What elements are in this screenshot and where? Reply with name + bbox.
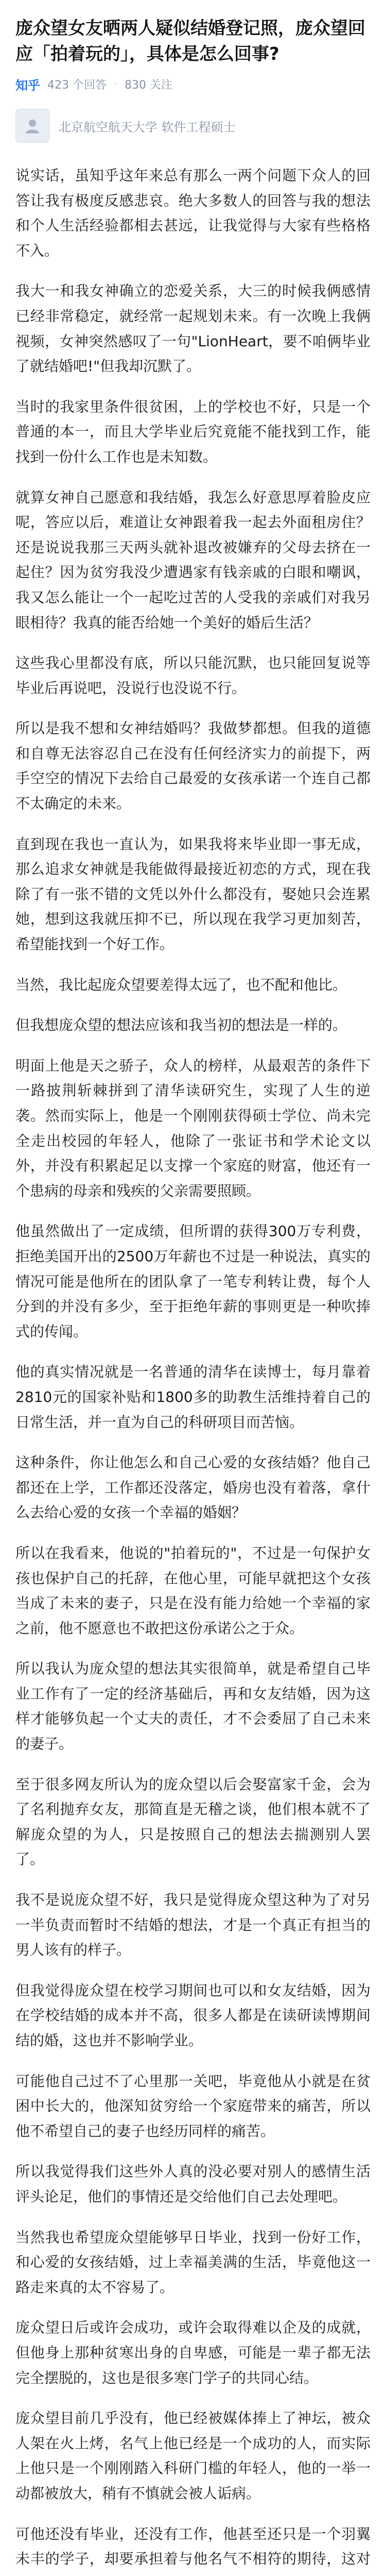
answer-paragraph: 至于很多网友所认为的庞众望以后会娶富家千金，会为了名利抛弃女友，那简直是无稽之谈，他们根本就不了解庞众望的为人，只是按照自己的想法去揣测别人罢了。 — [15, 1775, 371, 1868]
answer-paragraph: 庞众望目前几乎没有，他已经被媒体捧上了神坛，被众人架在火上烤，名气上他已经是一个成功的人，而实际上他只是一个刚刚踏入科研门槛的年轻人，他的一举一动都被放大，稍有不慎就会被人诟病。 — [15, 2410, 371, 2502]
site-logo[interactable]: 知乎 — [15, 78, 40, 93]
answer-paragraph: 可能他自己过不了心里那一关吧，毕竟他从小就是在贫困中长大的，他深知贫穷给一个家庭带来的痛苦，所以他不希望自己的妻子也经历同样的痛苦。 — [15, 2072, 371, 2140]
answer-paragraph: 直到现在我也一直认为，如果我将来毕业即一事无成，那么追求女神就是我能做得最接近初恋的方式，现在我除了有一张不错的文凭以外什么都没有，娶她只会连累她，想到这我就压抑不已，所以现在我学习更加刻苦，希望能找到一个好工作。 — [15, 835, 371, 953]
answer-paragraph: 当然，我比起庞众望要差得太远了，也不配和他比。 — [15, 976, 347, 993]
author-name[interactable]: 北京航空航天大学 软件工程硕士 — [59, 120, 236, 134]
question-meta — [0, 67, 386, 93]
answer-paragraph: 他虽然做出了一定成绩，但所谓的获得300万专利费，拒绝美国开出的2500万年薪也不过是一种说法，真实的情况可能是他所在的团队拿了一笔专利转让费，每个人分到的并没有多少，至于拒绝年薪的事则更是一种吹捧式的传闻。 — [15, 1223, 371, 1340]
user-icon[interactable] — [15, 109, 49, 143]
answer-paragraph: 说实话，虽知乎这年来总有那么一两个问题下众人的回答让我有极度反感悲哀。绝大多数人的回答与我的想法和个人生活经验都相去甚远，让我觉得与大家有些格格不入。 — [15, 167, 371, 259]
answer-paragraph: 他的真实情况就是一名普通的清华在读博士，每月靠着2810元的国家补贴和1800多的助教生活维持着自己的日常生活，并一直为自己的科研项目而苦恼。 — [15, 1363, 371, 1431]
answer-paragraph: 这些我心里都没有底，所以只能沉默，也只能回复说等毕业后再说吧，没说行也没说不行。 — [15, 654, 371, 697]
author-row[interactable] — [0, 93, 386, 153]
answer-body — [0, 153, 386, 2576]
answer-paragraph: 就算女神自己愿意和我结婚，我怎么好意思厚着脸皮应呢，答应以后，难道让女神跟着我一起去外面租房住？还是说说我那三天两头就补退改被嫌弃的父母去挤在一起住？因为贫穷我没少遭遇家有钱亲戚的白眼和嘲讽，我又怎么能让一个一起吃过苦的人受我的亲戚们对我另眼相待？我真的能否给她一个美好的婚后生活？ — [15, 488, 371, 631]
answers-count[interactable]: 423 个回答 — [47, 79, 107, 92]
answer-paragraph: 我不是说庞众望不好，我只是觉得庞众望这种为了对另一半负责而暂时不结婚的想法，才是一个真正有担当的男人该有的样子。 — [15, 1891, 371, 1959]
answer-paragraph: 可他还没有毕业，还没有工作，他甚至还只是一个羽翼未丰的学子，却要承担着与他名气不相符的期待，这对 — [15, 2525, 371, 2568]
followers-count: 830 关注 — [125, 79, 172, 92]
answer-paragraph: 所以我觉得我们这些外人真的没必要对别人的感情生活评头论足，他们的事情还是交给他们自己去处理吧。 — [15, 2163, 371, 2205]
answer-paragraph: 所以是我不想和女神结婚吗？我做梦都想。但我的道德和自尊无法容忍自己在没有任何经济实力的前提下，两手空空的情况下去给自己最爱的女孩承诺一个连自己都不太确定的未来。 — [15, 720, 371, 812]
answer-paragraph: 所以我认为庞众望的想法其实很简单，就是希望自己毕业工作有了一定的经济基础后，再和女友结婚，因为这样才能够负起一个丈夫的责任，才不会委屈了自己未来的妻子。 — [15, 1660, 371, 1753]
answer-paragraph: 但我觉得庞众望在校学习期间也可以和女友结婚，因为在学校结婚的成本并不高，很多人都是在读研读博期间结的婚，这也并不影响学业。 — [15, 1981, 371, 2049]
answer-paragraph: 庞众望日后或许会成功，或许会取得难以企及的成就，但他身上那种贫寒出身的自卑感，可能是一辈子都无法完全摆脱的，这也是很多寒门学子的共同心结。 — [15, 2319, 371, 2386]
answer-paragraph: 所以在我看来，他说的"拍着玩的"，不过是一句保护女孩也保护自己的托辞，在他心里，可能早就把这个女孩当成了未来的妻子，只是在没有能力给她一个幸福的家之前，他不愿意也不敢把这份承诺公之于众。 — [15, 1544, 371, 1637]
answer-paragraph: 但我想庞众望的想法应该和我当初的想法是一样的。 — [15, 1016, 347, 1034]
answer-paragraph: 我大一和我女神确立的恋爱关系，大三的时候我俩感情已经非常稳定，就经常一起规划未来。有一次晚上我俩视频，女神突然感叹了一句"LionHeart，要不咱俩毕业了就结婚吧!"但我却沉默了。 — [15, 282, 371, 375]
separator-dot: · — [114, 78, 117, 91]
question-title[interactable]: 庞众望女友晒两人疑似结婚登记照，庞众望回应「拍着玩的」，具体是怎么回事? — [15, 18, 365, 64]
answer-paragraph: 当时的我家里条件很贫困，上的学校也不好，只是一个普通的本一，而且大学毕业后究竟能不能找到工作，能找到一份什么工作也是未知数。 — [15, 398, 371, 465]
answer-paragraph: 当然我也希望庞众望能够早日毕业，找到一份好工作，和心爱的女孩结婚，过上幸福美满的生活，毕竟他这一路走来真的太不容易了。 — [15, 2228, 371, 2296]
answer-paragraph: 这种条件，你让他怎么和自己心爱的女孩结婚？他自己都还在上学，工作都还没落定，婚房也没有着落，拿什么去给心爱的女孩一个幸福的婚姻？ — [15, 1454, 371, 1521]
answer-paragraph: 明面上他是天之骄子，众人的榜样，从最艰苦的条件下一路披荆斩棘拼到了清华读研究生，实现了人生的逆袭。然而实际上，他是一个刚刚获得硕士学位、尚未完全走出校园的年轻人，他除了一张证书和学术论文以外，并没有积累起足以支撑一个家庭的财富，他还有一个患病的母亲和残疾的父亲需要照顾。 — [15, 1057, 371, 1199]
